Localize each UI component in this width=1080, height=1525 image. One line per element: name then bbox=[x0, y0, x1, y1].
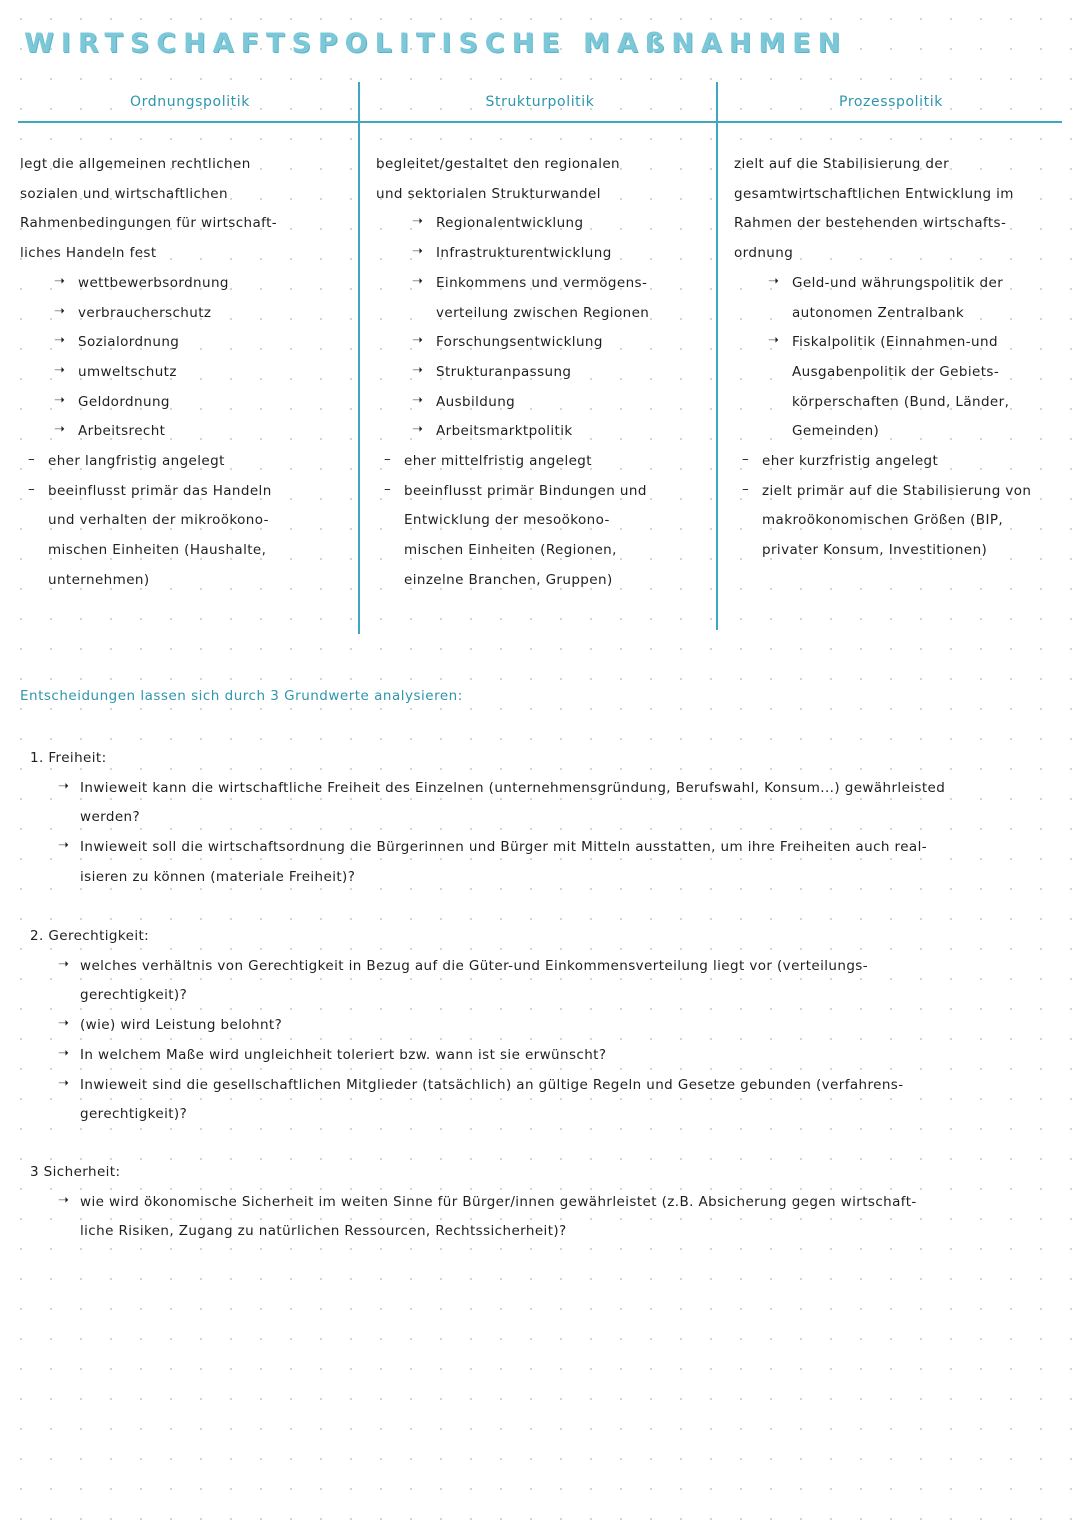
list-item: ➝ Geld-und währungspolitik der bbox=[734, 269, 1060, 299]
note-line: makroökonomischen Größen (BIP, bbox=[762, 512, 1004, 529]
arrow-icon: ➝ bbox=[768, 273, 780, 289]
note-line: mischen Einheiten (Haushalte, bbox=[48, 542, 267, 559]
arrow-icon: ➝ bbox=[54, 422, 66, 438]
note-item: – beeinflusst primär das Handeln bbox=[20, 477, 356, 507]
arrow-icon: ➝ bbox=[412, 392, 424, 408]
list-item: ➝ Arbeitsrecht bbox=[20, 417, 356, 447]
measure-list bbox=[378, 209, 712, 447]
intro-line: sozialen und wirtschaftlichen bbox=[20, 185, 228, 202]
note-line: und verhalten der mikroökono- bbox=[48, 512, 269, 529]
arrow-icon: ➝ bbox=[412, 214, 424, 230]
intro-line: Rahmenbedingungen für wirtschaft- bbox=[20, 215, 278, 232]
intro-line: legt die allgemeinen rechtlichen bbox=[20, 156, 251, 172]
dash-icon: – bbox=[742, 480, 750, 497]
list-item: ➝ Sozialordnung bbox=[20, 328, 356, 358]
note-line: mischen Einheiten (Regionen, bbox=[404, 542, 617, 559]
list-item: ➝ Geldordnung bbox=[20, 388, 356, 418]
list-item: ➝ Infrastrukturentwicklung bbox=[378, 239, 712, 269]
list-item-continuation: Gemeinden) bbox=[792, 423, 880, 440]
header-divider bbox=[18, 121, 1062, 123]
dash-icon: – bbox=[384, 480, 392, 497]
column-prozesspolitik bbox=[734, 150, 1060, 566]
note-item: – beeinflusst primär Bindungen und bbox=[376, 477, 712, 507]
intro-line: begleitet/gestaltet den regionalen bbox=[376, 156, 621, 172]
question-item: ➝ welches verhältnis von Gerechtigkeit in Bezug auf die Güter-und Einkommensverteilung liegt vor (verteilungs- bbox=[30, 952, 904, 982]
note-line: einzelne Branchen, Gruppen) bbox=[404, 571, 613, 588]
question-continuation: isieren zu können (materiale Freiheit)? bbox=[80, 868, 356, 885]
section-subtitle: Entscheidungen lassen sich durch 3 Grundwerte analysieren: bbox=[20, 688, 463, 704]
dash-icon: – bbox=[28, 451, 36, 468]
arrow-icon: ➝ bbox=[54, 333, 66, 349]
column-divider-2 bbox=[716, 82, 718, 630]
list-item-continuation: körperschaften (Bund, Länder, bbox=[792, 393, 1010, 410]
arrow-icon: ➝ bbox=[54, 303, 66, 319]
page-title: WIRTSCHAFTSPOLITISCHE MAßNAHMEN bbox=[24, 28, 848, 59]
arrow-icon: ➝ bbox=[58, 1075, 70, 1091]
question-item: ➝ (wie) wird Leistung belohnt? bbox=[30, 1011, 904, 1041]
section-label: 1. Freiheit: bbox=[30, 750, 107, 766]
section-label: 3 Sicherheit: bbox=[30, 1164, 121, 1180]
dash-icon: – bbox=[742, 451, 750, 468]
intro-line: und sektorialen Strukturwandel bbox=[376, 185, 601, 202]
heading-ordnungspolitik: Ordnungspolitik bbox=[130, 94, 250, 110]
list-item: ➝ Ausbildung bbox=[378, 388, 712, 418]
arrow-icon: ➝ bbox=[58, 1192, 70, 1208]
section-sicherheit bbox=[30, 1158, 917, 1247]
question-continuation: werden? bbox=[80, 809, 141, 826]
intro-line: Rahmen der bestehenden wirtschafts- bbox=[734, 215, 1007, 232]
arrow-icon: ➝ bbox=[412, 333, 424, 349]
note-line: Entwicklung der mesoökono- bbox=[404, 512, 610, 529]
column-ordnungspolitik bbox=[20, 150, 356, 596]
measure-list bbox=[734, 269, 1060, 447]
note-line: privater Konsum, Investitionen) bbox=[762, 542, 988, 559]
dash-icon: – bbox=[384, 451, 392, 468]
list-item: ➝ Strukturanpassung bbox=[378, 358, 712, 388]
arrow-icon: ➝ bbox=[54, 392, 66, 408]
arrow-icon: ➝ bbox=[58, 778, 70, 794]
note-item: – zielt primär auf die Stabilisierung von bbox=[734, 477, 1060, 507]
question-continuation: liche Risiken, Zugang zu natürlichen Ressourcen, Rechtssicherheit)? bbox=[80, 1223, 567, 1240]
section-label: 2. Gerechtigkeit: bbox=[30, 928, 150, 944]
section-gerechtigkeit bbox=[30, 922, 904, 1130]
section-freiheit bbox=[30, 744, 945, 893]
list-item: ➝ umweltschutz bbox=[20, 358, 356, 388]
list-item-continuation: Ausgabenpolitik der Gebiets- bbox=[792, 363, 1000, 380]
arrow-icon: ➝ bbox=[58, 1045, 70, 1061]
list-item-continuation: verteilung zwischen Regionen bbox=[436, 304, 650, 321]
list-item: ➝ verbraucherschutz bbox=[20, 299, 356, 329]
list-item: ➝ Forschungsentwicklung bbox=[378, 328, 712, 358]
arrow-icon: ➝ bbox=[412, 362, 424, 378]
question-continuation: gerechtigkeit)? bbox=[80, 987, 188, 1004]
heading-prozesspolitik: Prozesspolitik bbox=[839, 94, 943, 110]
arrow-icon: ➝ bbox=[58, 838, 70, 854]
list-item: ➝ Regionalentwicklung bbox=[378, 209, 712, 239]
question-item: ➝ In welchem Maße wird ungleichheit toleriert bzw. wann ist sie erwünscht? bbox=[30, 1041, 904, 1071]
arrow-icon: ➝ bbox=[54, 362, 66, 378]
list-item-continuation: autonomen Zentralbank bbox=[792, 304, 965, 321]
note-item: – eher kurzfristig angelegt bbox=[734, 447, 1060, 477]
measure-list bbox=[20, 269, 356, 447]
note-item: – eher mittelfristig angelegt bbox=[376, 447, 712, 477]
arrow-icon: ➝ bbox=[412, 244, 424, 260]
note-line: unternehmen) bbox=[48, 571, 150, 588]
intro-line: ordnung bbox=[734, 245, 794, 262]
list-item: ➝ Fiskalpolitik (Einnahmen-und bbox=[734, 328, 1060, 358]
column-divider-1 bbox=[358, 82, 360, 634]
arrow-icon: ➝ bbox=[768, 333, 780, 349]
question-item: ➝ Inwieweit sind die gesellschaftlichen Mitglieder (tatsächlich) an gültige Regeln und Gesetze gebunden (verfahrens- bbox=[30, 1071, 904, 1101]
column-strukturpolitik bbox=[376, 150, 712, 596]
arrow-icon: ➝ bbox=[412, 273, 424, 289]
intro-line: liches Handeln fest bbox=[20, 245, 157, 262]
list-item: ➝ wettbewerbsordnung bbox=[20, 269, 356, 299]
list-item: ➝ Arbeitsmarktpolitik bbox=[378, 417, 712, 447]
intro-line: zielt auf die Stabilisierung der bbox=[734, 156, 950, 172]
note-item: – eher langfristig angelegt bbox=[20, 447, 356, 477]
dash-icon: – bbox=[28, 480, 36, 497]
question-continuation: gerechtigkeit)? bbox=[80, 1106, 188, 1123]
arrow-icon: ➝ bbox=[54, 273, 66, 289]
arrow-icon: ➝ bbox=[412, 422, 424, 438]
intro-line: gesamtwirtschaftlichen Entwicklung im bbox=[734, 185, 1014, 202]
question-item: ➝ wie wird ökonomische Sicherheit im weiten Sinne für Bürger/innen gewährleistet (z.B. Absicherung gegen wirtschaft- bbox=[30, 1188, 917, 1218]
arrow-icon: ➝ bbox=[58, 1016, 70, 1032]
question-item: ➝ Inwieweit kann die wirtschaftliche Freiheit des Einzelnen (unternehmensgründung, Berufswahl, Konsum...) gewährleisted bbox=[30, 774, 945, 804]
question-item: ➝ Inwieweit soll die wirtschaftsordnung die Bürgerinnen und Bürger mit Mitteln ausstatten, um ihre Freiheiten auch real- bbox=[30, 833, 945, 863]
list-item: ➝ Einkommens und vermögens- bbox=[378, 269, 712, 299]
arrow-icon: ➝ bbox=[58, 956, 70, 972]
heading-strukturpolitik: Strukturpolitik bbox=[485, 94, 595, 110]
